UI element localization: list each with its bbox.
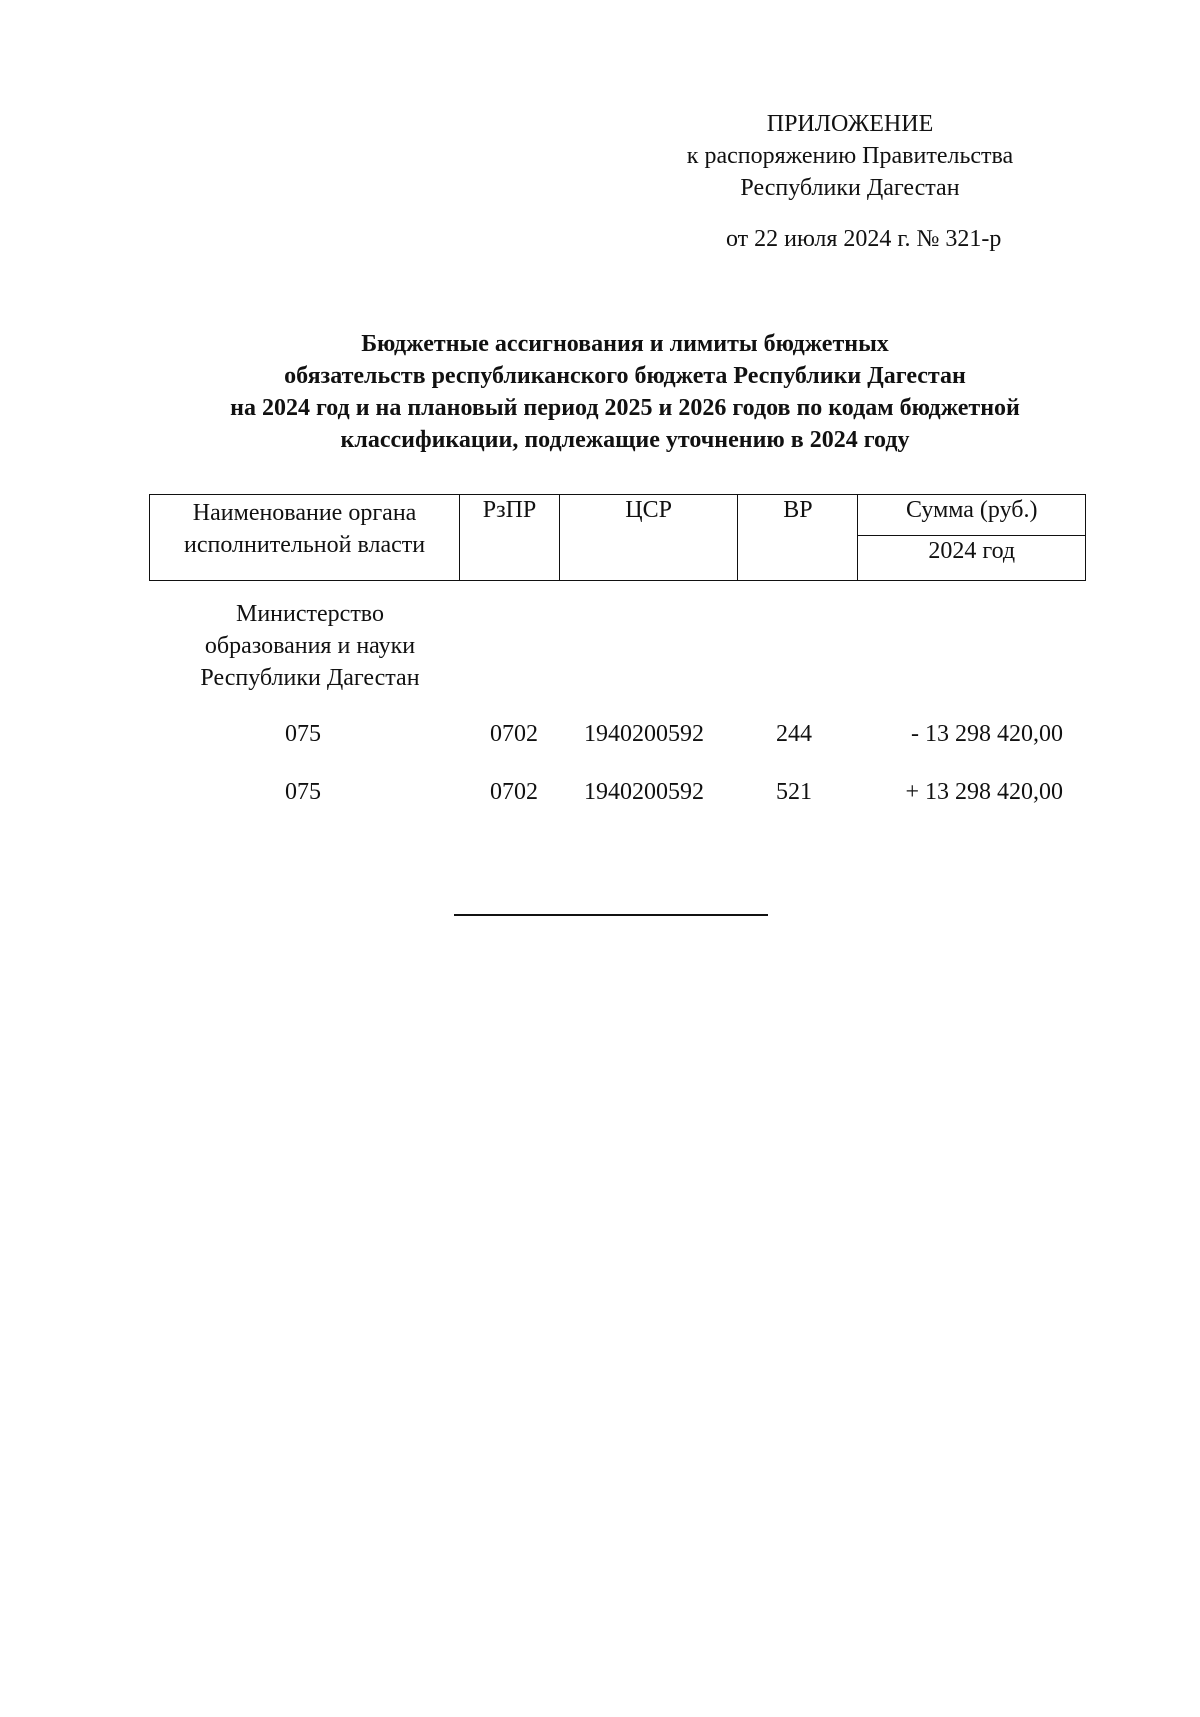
header-sum: Сумма (руб.) [858,495,1086,536]
row-code: 075 [285,779,321,805]
order-date-number: от 22 июля 2024 г. № 321-р [726,226,1002,252]
row-vr: 521 [776,779,812,805]
row-sum: - 13 298 420,00 [911,721,1063,747]
row-rzpr: 0702 [490,779,538,805]
header-csr: ЦСР [559,495,738,581]
title-line-3: на 2024 год и на плановый период 2025 и 2026 годов по кодам бюджетной [230,395,1020,421]
appendix-block [640,108,1060,204]
appendix-heading: ПРИЛОЖЕНИЕ [766,111,934,137]
ministry-line-2: образования и науки [204,633,416,659]
ministry-line-1: Министерство [236,601,384,627]
ministry-line-3: Республики Дагестан [200,665,420,691]
closing-rule [454,914,768,916]
header-rzpr: РзПР [460,495,560,581]
ministry-name [150,598,470,694]
budget-table-header [149,494,1086,581]
document-title [150,328,1100,456]
header-authority-name [150,495,460,581]
row-csr: 1940200592 [584,721,704,747]
title-line-4: классификации, подлежащие уточнению в 2024 году [340,427,910,453]
header-year: 2024 год [858,536,1086,581]
row-rzpr: 0702 [490,721,538,747]
header-authority-name-line-2: исполнительной власти [184,532,426,558]
title-line-2: обязательств республиканского бюджета Республики Дагестан [284,363,966,389]
table-row [0,779,1200,811]
row-vr: 244 [776,721,812,747]
table-row [0,721,1200,753]
row-code: 075 [285,721,321,747]
appendix-order-reference: к распоряжению Правительства [686,143,1014,169]
title-line-1: Бюджетные ассигнования и лимиты бюджетных [361,331,889,357]
header-vr: ВР [738,495,858,581]
appendix-government: Республики Дагестан [740,175,960,201]
row-sum: + 13 298 420,00 [905,779,1063,805]
header-authority-name-line-1: Наименование органа [192,500,417,526]
row-csr: 1940200592 [584,779,704,805]
